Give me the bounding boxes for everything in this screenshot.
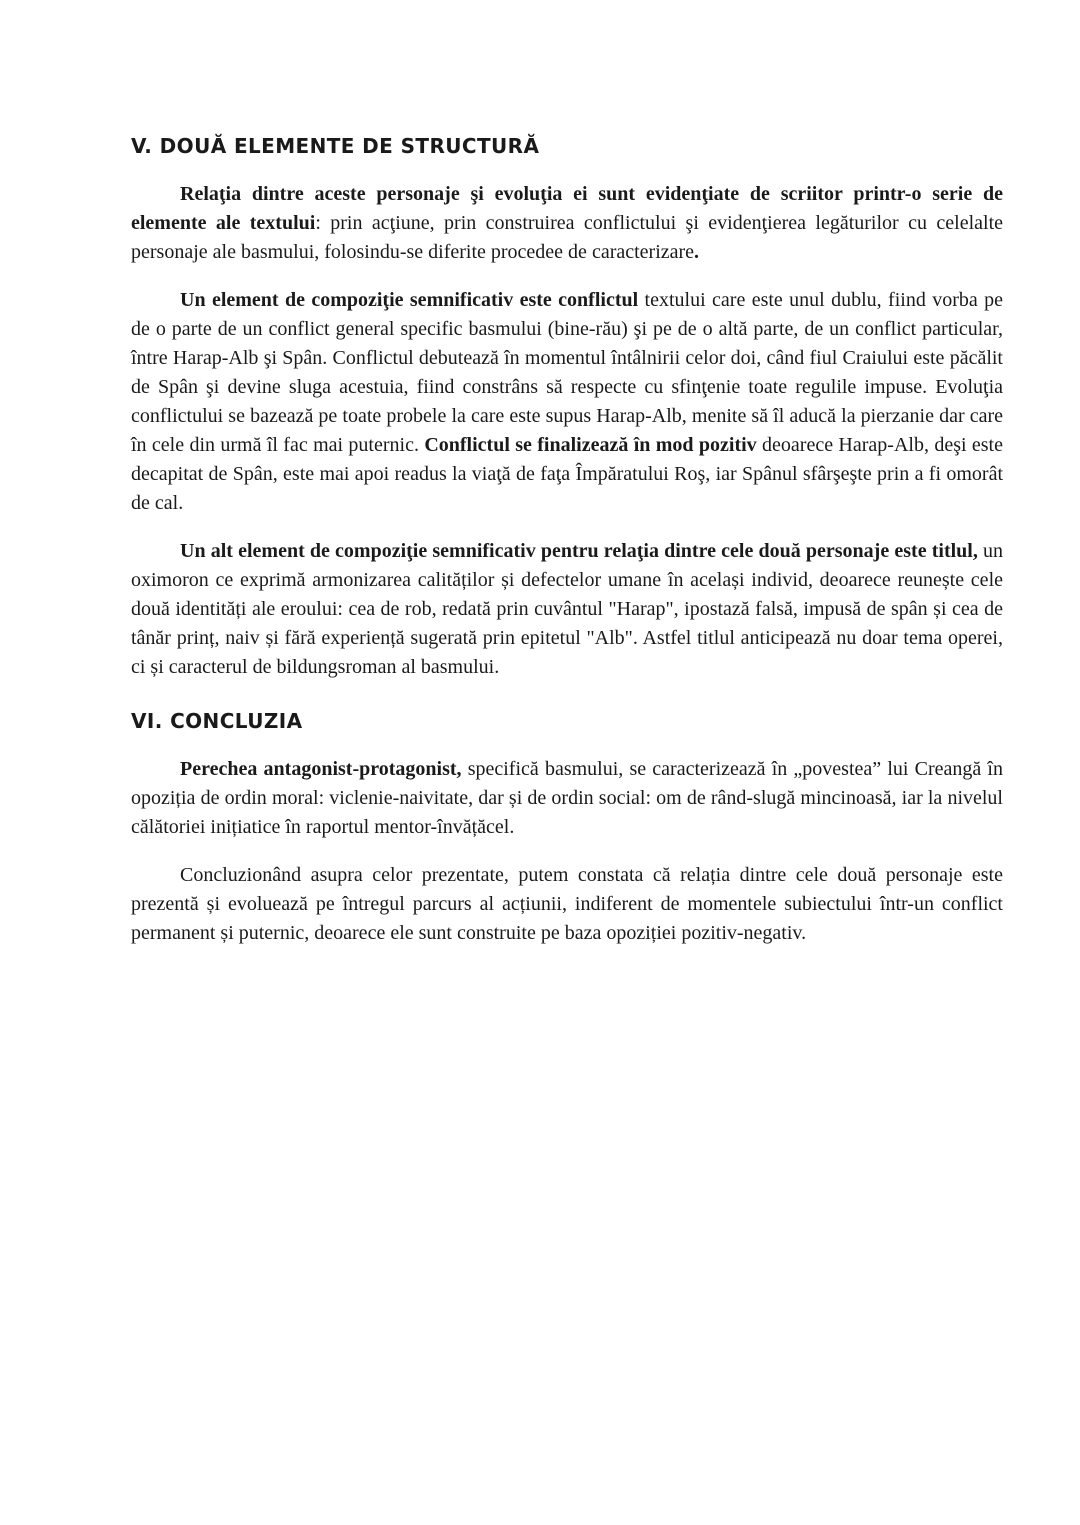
paragraph-title: [131, 537, 1003, 682]
bold-text: Un element de compoziţie semnificativ este conflictul: [180, 289, 639, 311]
bold-text: .: [694, 241, 700, 263]
body-text: specifică basmului, se caracterizează în „povestea” lui Creangă în opoziția de ordin moral: viclenie-naivitate, dar și de ordin social: om de rând-slugă mincinoasă, iar la nivelul călătoriei inițiatice în raportul mentor-învățăcel.: [131, 758, 1003, 838]
body-text: : prin acţiune, prin construirea conflictului şi evidenţierea legăturilor cu celelalte personaje ale basmului, folosindu-se diferite procedee de caracterizare: [131, 212, 1003, 263]
document-page: [131, 126, 1003, 967]
body-text: deoarece Harap-Alb, deşi este decapitat de Spân, este mai apoi readus la viaţă de faţa Împăratului Roş, iar Spânul sfârşeşte prin a fi omorât de cal.: [131, 434, 1003, 514]
paragraph-final-conclusion: [131, 861, 1003, 948]
bold-text: Conflictul se finalizează în mod pozitiv: [424, 434, 757, 456]
paragraph-antagonist-protagonist: [131, 755, 1003, 842]
paragraph-conflict: [131, 286, 1003, 518]
body-text: textului care este unul dublu, fiind vorba pe de o parte de un conflict general specific basmului (bine-rău) şi pe de o altă parte, de un conflict particular, între Harap-Alb şi Spân. Conflictul debutează în momentul întâlnirii celor doi, când fiul Craiului este păcălit de Spân şi devine sluga acestuia, fiind constrâns să respecte cu sfinţenie toate regulile impuse. Evoluţia conflictului se bazează pe toate probele la care este supus Harap-Alb, menite să îl aducă la pierzanie dar care în cele din urmă îl fac mai puternic.: [131, 289, 1003, 456]
bold-text: Un alt element de compoziţie semnificativ pentru relaţia dintre cele două personaje este titlul,: [180, 540, 978, 562]
body-text: Concluzionând asupra celor prezentate, putem constata că relația dintre cele două personaje este prezentă și evoluează pe întregul parcurs al acțiunii, indiferent de momentele subiectului într-un conflict permanent și puternic, deoarece ele sunt construite pe baza opoziției pozitiv-negativ.: [131, 864, 1003, 944]
section-heading-conclusion: VI. CONCLUZIA: [131, 709, 303, 733]
bold-text: Relaţia dintre aceste personaje şi evoluţia ei sunt evidenţiate de scriitor printr-o serie de elemente ale textului: [131, 183, 1003, 234]
body-text: un oximoron ce exprimă armonizarea calităților și defectelor umane în același individ, deoarece reunește cele două identități ale eroului: cea de rob, redată prin cuvântul "Harap", ipostază falsă, impusă de spân și cea de tânăr prinț, naiv și fără experiență sugerată prin epitetul "Alb". Astfel titlul anticipează nu doar tema operei, ci și caracterul de bildungsroman al basmului.: [131, 540, 1004, 678]
paragraph-relation-evolution: [131, 180, 1003, 267]
bold-text: Perechea antagonist-protagonist,: [180, 758, 462, 780]
section-heading-structure: V. DOUĂ ELEMENTE DE STRUCTURĂ: [131, 134, 540, 158]
